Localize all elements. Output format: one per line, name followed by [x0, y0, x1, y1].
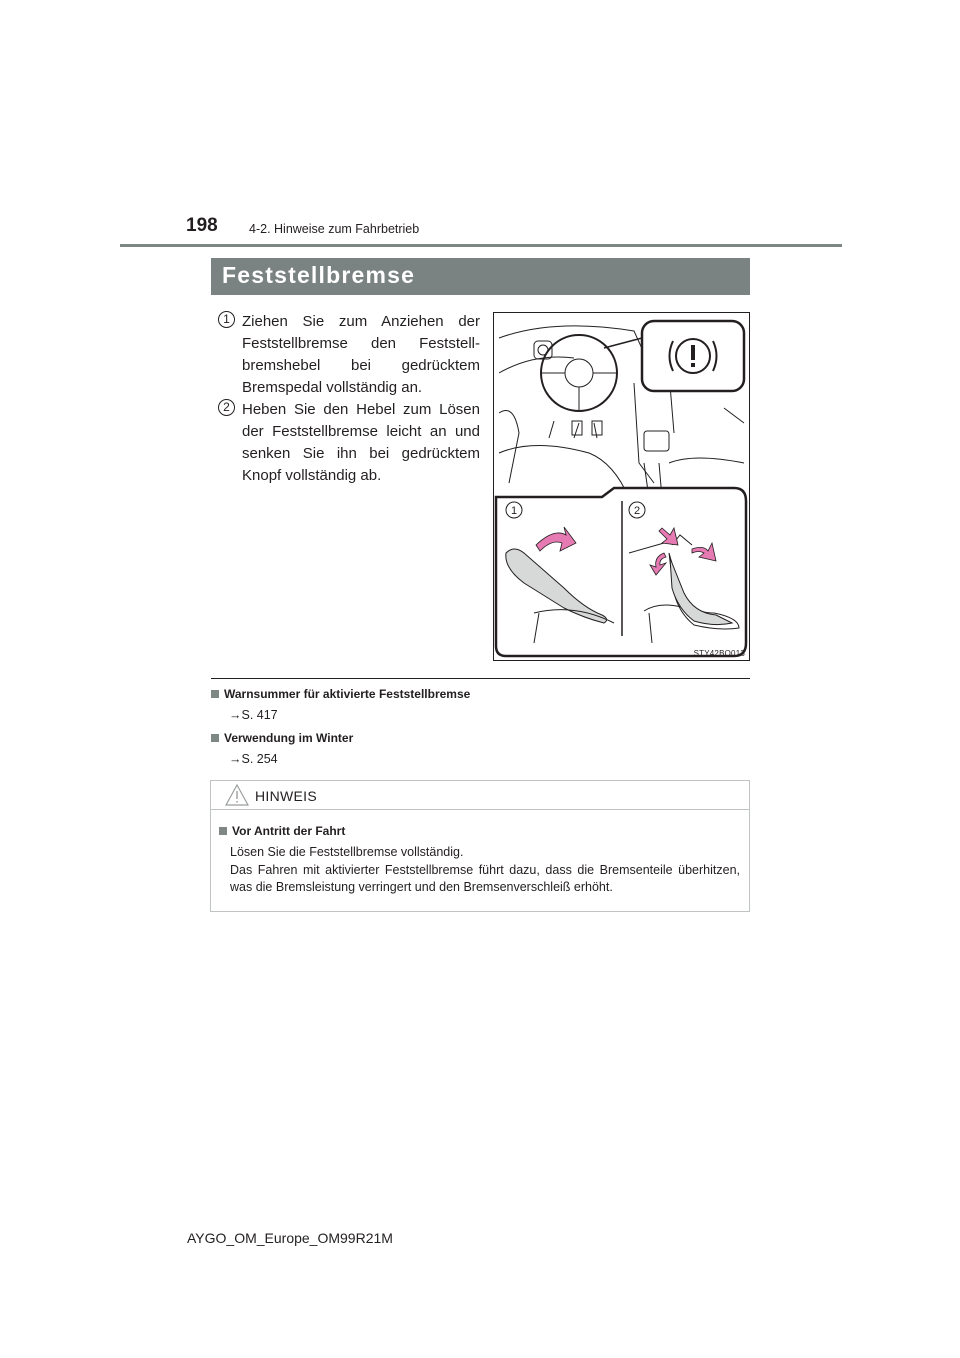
figure-code: STY42BO013 — [693, 649, 745, 658]
cockpit-drawing — [494, 313, 749, 660]
caution-text: Lösen Sie die Feststellbremse vollständig. Das Fahren mit aktivierter Feststellbremse führt dazu, dass die Bremsenteile überhitzen, was die Bremsleistung verringert und den Bremsenverschleiß erhöht. — [230, 845, 740, 894]
header-rule — [120, 244, 842, 247]
note-heading-warning-buzzer: Warnsummer für aktivierte Feststellbremse — [211, 687, 470, 701]
step-number-badge: 2 — [218, 399, 235, 416]
caution-heading: HINWEIS — [255, 788, 317, 804]
callout-1-label: 1 — [510, 505, 518, 517]
step-text: Heben Sie den Hebel zum Lösen der Feststellbremse leicht an und senken Sie ihn bei gedrücktem Knopf vollständig ab. — [242, 401, 480, 484]
step-text: Ziehen Sie zum Anziehen der Feststellbremse den Feststellbremshebel bei gedrücktem Bremspedal vollständig an. — [242, 313, 480, 396]
caution-header — [211, 781, 749, 810]
section-divider — [211, 678, 750, 679]
title-bar — [211, 258, 750, 295]
bullet-square-icon — [211, 734, 219, 742]
step-number-badge: 1 — [218, 311, 235, 328]
parking-brake-illustration — [493, 312, 750, 661]
bullet-square-icon — [219, 827, 227, 835]
step-1 — [218, 311, 480, 399]
note-heading-winter: Verwendung im Winter — [211, 731, 353, 745]
note-page-reference: →S. 417 — [229, 708, 278, 722]
page-title: Feststellbremse — [222, 262, 416, 288]
section-title: 4-2. Hinweise zum Fahrbetrieb — [249, 222, 420, 236]
caution-subheading: Vor Antritt der Fahrt — [219, 824, 345, 838]
caution-box — [210, 780, 750, 912]
footer-document-id: AYGO_OM_Europe_OM99R21M — [187, 1230, 393, 1246]
step-2 — [218, 399, 480, 487]
warning-triangle-icon — [225, 784, 249, 806]
note-page-reference: →S. 254 — [229, 752, 278, 766]
page-number: 198 — [186, 215, 218, 236]
callout-2-label: 2 — [633, 505, 641, 517]
bullet-square-icon — [211, 690, 219, 698]
